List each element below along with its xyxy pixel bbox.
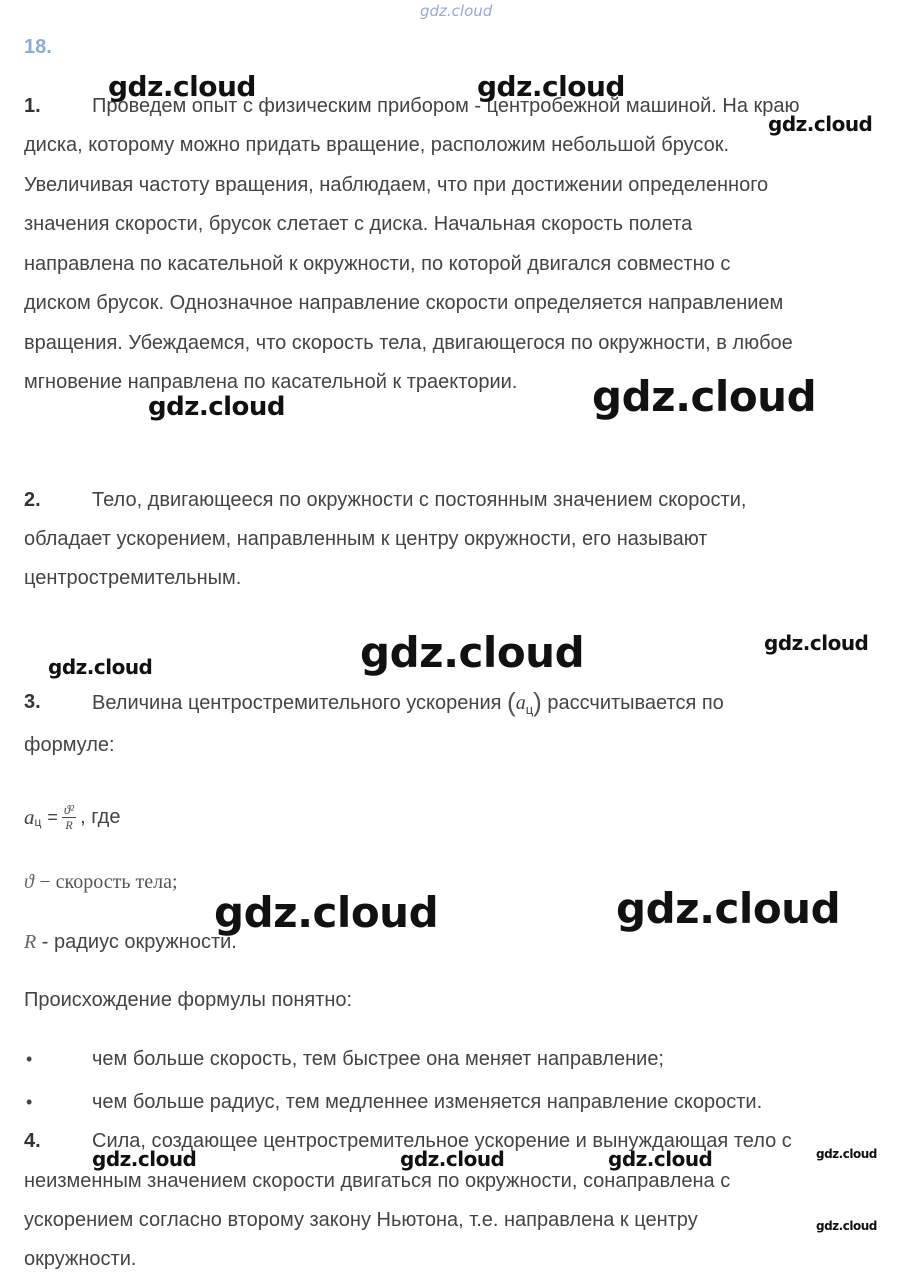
watermark-logo: gdz.cloud	[816, 1219, 877, 1233]
formula-denominator: R	[65, 817, 73, 832]
formula-fraction	[62, 803, 76, 832]
section-3-number: 3.	[24, 691, 41, 713]
formula-lhs-sub: ц	[34, 815, 42, 829]
section-1-line: направлена по касательной к окружности, по которой двигался совместно с	[24, 253, 731, 275]
velocity-symbol: ϑ	[24, 871, 34, 893]
section-1-line: Увеличивая частоту вращения, наблюдаем, что при достижении определенного	[24, 174, 769, 196]
formula-equals: =	[47, 807, 58, 827]
watermark-logo: gdz.cloud	[608, 1147, 713, 1171]
radius-definition: - радиус окружности.	[41, 931, 237, 953]
section-3-intro-text: Величина центростремительного ускорения	[92, 692, 502, 714]
section-4-line: Сила, создающее центростремительное ускорение и вынуждающая тело с	[92, 1130, 792, 1152]
watermark-logo: gdz.cloud	[108, 70, 256, 103]
formula-numerator: ϑ²	[63, 801, 75, 817]
section-4-number: 4.	[24, 1130, 41, 1152]
watermark-logo: gdz.cloud	[48, 655, 153, 679]
section-3-intro-end: рассчитывается по	[547, 692, 724, 714]
definition-radius	[24, 930, 237, 954]
task-number: 18.	[24, 36, 52, 58]
section-1-number: 1.	[24, 95, 41, 117]
watermark-logo: gdz.cloud	[477, 70, 625, 103]
watermark-logo: gdz.cloud	[616, 884, 841, 933]
velocity-definition: − скорость тела;	[39, 871, 178, 893]
section-2-line: обладает ускорением, направленным к центру окружности, его называют	[24, 528, 708, 550]
definition-velocity	[24, 870, 178, 894]
acceleration-symbol: a	[515, 692, 526, 714]
watermark-logo: gdz.cloud	[214, 888, 439, 937]
section-3-intro: Величина центростремительного ускорения $(a_ц)$ рассчитывается по	[92, 687, 724, 717]
acceleration-subscript: ц	[525, 702, 534, 717]
section-4-line: ускорением согласно второму закону Ньютона, т.е. направлена к центру	[24, 1209, 698, 1231]
site-watermark-top: gdz.cloud	[420, 2, 493, 20]
radius-symbol: R	[24, 931, 37, 953]
section-4-line: неизменным значением скорости двигаться по окружности, сонаправлена с	[24, 1170, 731, 1192]
watermark-logo: gdz.cloud	[148, 392, 286, 422]
section-1-line: Проведем опыт с физическим прибором - центробежной машиной. На краю	[92, 95, 800, 117]
section-1-line: вращения. Убеждаемся, что скорость тела, двигающегося по окружности, в любое	[24, 332, 793, 354]
section-1-line: значения скорости, брусок слетает с диска. Начальная скорость полета	[24, 213, 693, 235]
section-3-intro-line2: формуле:	[24, 734, 115, 756]
formula-origin-text: Происхождение формулы понятно:	[24, 989, 353, 1011]
section-2-line: центростремительным.	[24, 567, 242, 589]
watermark-logo: gdz.cloud	[592, 372, 817, 421]
section-1-line: диском брусок. Однозначное направление скорости определяется направлением	[24, 292, 784, 314]
section-2-number: 2.	[24, 489, 41, 511]
section-1-line: диска, которому можно придать вращение, расположим небольшой брусок.	[24, 134, 730, 156]
watermark-logo: gdz.cloud	[764, 631, 869, 655]
list-item: чем больше скорость, тем быстрее она меняет направление;	[92, 1048, 664, 1070]
watermark-logo: gdz.cloud	[768, 112, 873, 136]
list-item: чем больше радиус, тем медленнее изменяется направление скорости.	[92, 1091, 763, 1113]
watermark-logo: gdz.cloud	[92, 1147, 197, 1171]
formula-lhs: a	[24, 805, 35, 829]
formula-suffix: , где	[80, 806, 121, 828]
bullet-dot: •	[26, 1049, 33, 1069]
bullet-dot: •	[26, 1092, 33, 1112]
formula	[24, 800, 120, 834]
watermark-logo: gdz.cloud	[360, 628, 585, 677]
section-4-line: окружности.	[24, 1248, 137, 1270]
section-1-line: мгновение направлена по касательной к траектории.	[24, 371, 518, 393]
watermark-logo: gdz.cloud	[400, 1147, 505, 1171]
section-2-line: Тело, двигающееся по окружности с постоянным значением скорости,	[92, 489, 747, 511]
watermark-logo: gdz.cloud	[816, 1147, 877, 1161]
